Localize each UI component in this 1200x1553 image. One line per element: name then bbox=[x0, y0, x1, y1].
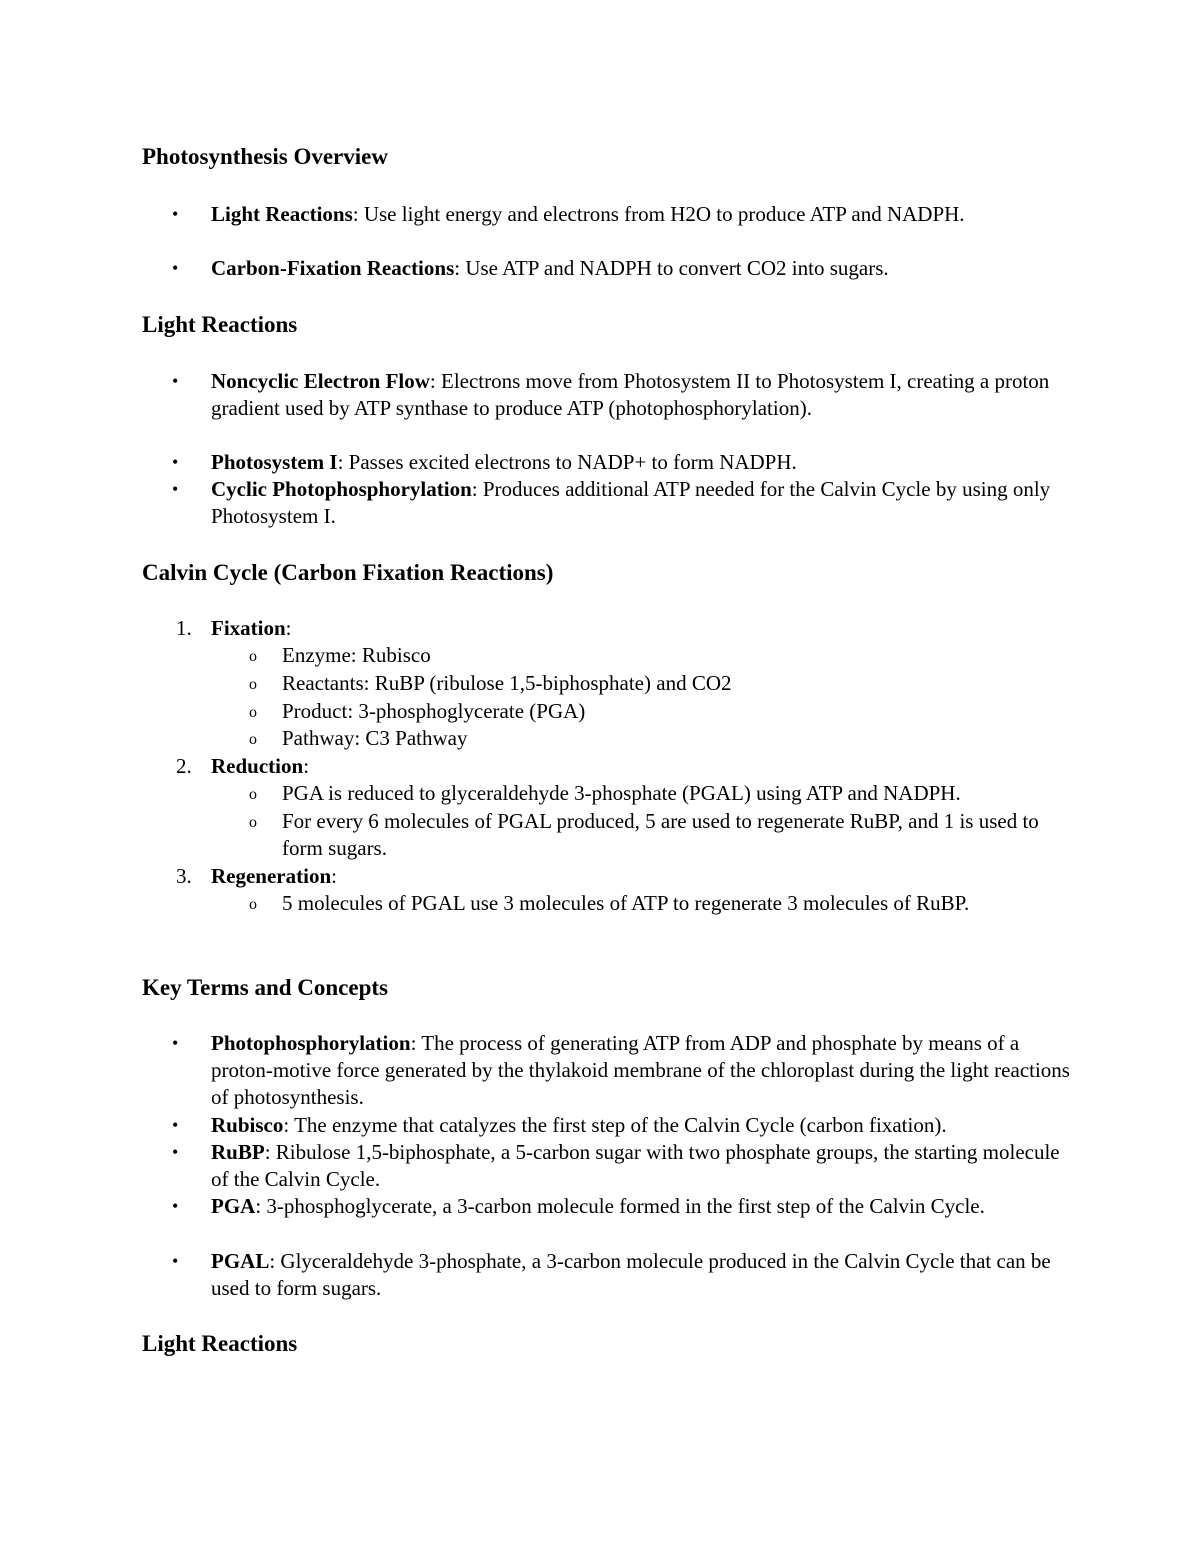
term-description: : Electrons move from Photosystem II to Photosystem I, creating a proton gradient used by ATP synthase to produce ATP (photophosphorylation). bbox=[211, 369, 1050, 420]
list-item-rubisco bbox=[211, 1112, 1071, 1139]
list-item-light-reactions bbox=[211, 201, 1071, 228]
term-label: Photophosphorylation bbox=[211, 1031, 411, 1055]
bullet-marker: • bbox=[172, 371, 179, 391]
list-item-photophosphorylation bbox=[211, 1030, 1071, 1111]
term-label: PGAL bbox=[211, 1249, 270, 1273]
bullet-marker: • bbox=[172, 1251, 179, 1271]
step-suffix: : bbox=[331, 864, 337, 888]
list-item-cyclic-photophosphorylation bbox=[211, 476, 1071, 530]
sub-item: For every 6 molecules of PGAL produced, 5 are used to regenerate RuBP, and 1 is used to form sugars. bbox=[282, 809, 1039, 860]
term-label: Photosystem I bbox=[211, 450, 338, 474]
step-label: Fixation bbox=[211, 616, 286, 640]
term-description: : Glyceraldehyde 3-phosphate, a 3-carbon molecule produced in the Calvin Cycle that can be used to form sugars. bbox=[211, 1249, 1051, 1300]
sub-bullet-marker: o bbox=[249, 648, 257, 665]
step-reduction bbox=[211, 753, 1071, 780]
step-fixation bbox=[211, 615, 1071, 642]
bullet-marker: • bbox=[172, 1033, 179, 1053]
term-description: : Passes excited electrons to NADP+ to form NADPH. bbox=[337, 450, 797, 474]
sub-bullet-marker: o bbox=[249, 704, 257, 721]
list-item-pga bbox=[211, 1193, 1071, 1220]
step-number: 1. bbox=[176, 616, 192, 640]
sub-item: Enzyme: Rubisco bbox=[282, 643, 431, 667]
step-label: Reduction bbox=[211, 754, 304, 778]
step-number: 2. bbox=[176, 754, 192, 778]
heading-light-reactions-2: Light Reactions bbox=[142, 1331, 298, 1356]
term-label: Noncyclic Electron Flow bbox=[211, 369, 430, 393]
term-description: : Produces additional ATP needed for the Calvin Cycle by using only Photosystem I. bbox=[211, 477, 1051, 528]
step-suffix: : bbox=[303, 754, 310, 778]
heading-key-terms: Key Terms and Concepts bbox=[142, 975, 388, 1000]
sub-item: PGA is reduced to glyceraldehyde 3-phosphate (PGAL) using ATP and NADPH. bbox=[282, 781, 961, 805]
term-label: Rubisco bbox=[211, 1113, 284, 1137]
bullet-marker: • bbox=[172, 1142, 179, 1162]
list-item-carbon-fixation bbox=[211, 255, 1071, 282]
sub-item: 5 molecules of PGAL use 3 molecules of ATP to regenerate 3 molecules of RuBP. bbox=[282, 891, 970, 915]
bullet-marker: • bbox=[172, 452, 179, 472]
term-label: Light Reactions bbox=[211, 202, 353, 226]
list-item-noncyclic-electron-flow bbox=[211, 368, 1071, 422]
bullet-marker: • bbox=[172, 1115, 179, 1135]
term-description: : Use light energy and electrons from H2O to produce ATP and NADPH. bbox=[352, 202, 965, 226]
term-description: : Ribulose 1,5-biphosphate, a 5-carbon sugar with two phosphate groups, the starting molecule of the Calvin Cycle. bbox=[211, 1140, 1060, 1191]
step-regeneration bbox=[211, 863, 1071, 890]
sub-item: Pathway: C3 Pathway bbox=[282, 726, 468, 750]
term-description: : Use ATP and NADPH to convert CO2 into sugars. bbox=[454, 256, 889, 280]
term-description: : 3-phosphoglycerate, a 3-carbon molecule formed in the first step of the Calvin Cycle. bbox=[255, 1194, 985, 1218]
list-item-photosystem-i bbox=[211, 449, 1071, 476]
term-description: : The process of generating ATP from ADP and phosphate by means of a proton-motive force generated by the thylakoid membrane of the chloroplast during the light reactions of photosynthesis. bbox=[211, 1031, 1070, 1109]
list-item-pgal bbox=[211, 1248, 1071, 1302]
step-suffix: : bbox=[285, 616, 292, 640]
sub-item: Reactants: RuBP (ribulose 1,5-biphosphate) and CO2 bbox=[282, 671, 732, 695]
sub-item: Product: 3-phosphoglycerate (PGA) bbox=[282, 699, 586, 723]
term-label: Carbon-Fixation Reactions bbox=[211, 256, 455, 280]
bullet-marker: • bbox=[172, 258, 179, 278]
step-label: Regeneration bbox=[211, 864, 332, 888]
heading-photosynthesis-overview: Photosynthesis Overview bbox=[142, 144, 388, 169]
heading-light-reactions: Light Reactions bbox=[142, 312, 298, 337]
step-number: 3. bbox=[176, 864, 192, 888]
sub-bullet-marker: o bbox=[249, 896, 257, 913]
term-label: PGA bbox=[211, 1194, 256, 1218]
sub-bullet-marker: o bbox=[249, 786, 257, 803]
sub-bullet-marker: o bbox=[249, 814, 257, 831]
bullet-marker: • bbox=[172, 204, 179, 224]
term-label: Cyclic Photophosphorylation bbox=[211, 477, 472, 501]
bullet-marker: • bbox=[172, 479, 179, 499]
list-item-rubp bbox=[211, 1139, 1071, 1193]
term-label: RuBP bbox=[211, 1140, 265, 1164]
term-description: : The enzyme that catalyzes the first step of the Calvin Cycle (carbon fixation). bbox=[283, 1113, 947, 1137]
heading-calvin-cycle: Calvin Cycle (Carbon Fixation Reactions) bbox=[142, 560, 554, 585]
bullet-marker: • bbox=[172, 1196, 179, 1216]
sub-bullet-marker: o bbox=[249, 676, 257, 693]
sub-bullet-marker: o bbox=[249, 731, 257, 748]
